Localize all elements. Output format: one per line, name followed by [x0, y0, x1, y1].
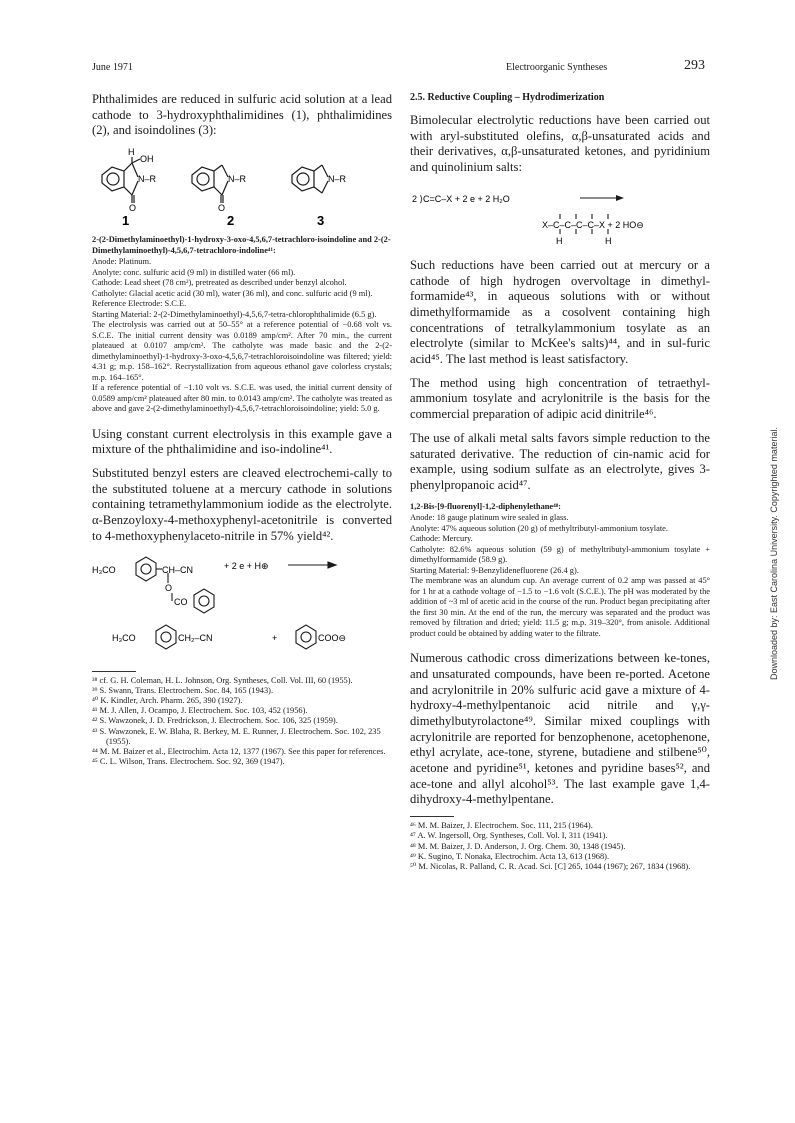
footnote-44: ⁴⁴ M. M. Baizer et al., Electrochim. Acta 12, 1377 (1967). See this paper for references.: [92, 746, 386, 756]
scheme-product-h3co: H₃CO: [112, 632, 136, 643]
example-1-cathode: Cathode: Lead sheet (78 cm²), pretreated as described under benzyl alcohol.: [92, 278, 347, 288]
struct1-h: H: [128, 147, 135, 158]
struct-label-1: 1: [122, 213, 130, 228]
footnote-rule-left: [92, 671, 136, 672]
example-2-cathode: Cathode: Mercury.: [410, 534, 473, 544]
footnotes-right: [410, 821, 710, 872]
example-2-anolyte: Anolyte: 47% aqueous solution (20 g) of methyltributyl-ammonium tosylate.: [410, 523, 668, 533]
right-column: [410, 92, 710, 872]
paragraph-2: Using constant current electrolysis in this example gave a mixture of the phthalimidine and iso-indoline⁴¹.: [92, 426, 392, 457]
example-1-procedure-2: If a reference potential of −1.10 volt vs. S.C.E. was used, the initial current density of 0.0589 amp/cm² plateaued after 80 min. to 0.0143 amp/cm². The catholyte was treated as above and gave 2-(2-dimethylaminoethyl)-4,5,6,7-tetrachloroisoindoline; yield: 5.0 g.: [92, 383, 392, 414]
example-1-anode: Anode: Platinum.: [92, 257, 152, 267]
footnote-50: ⁵⁰ M. Nicolas, R. Palland, C. R. Acad. Sci. [C] 265, 1044 (1967); 267, 1834 (1968).: [410, 862, 691, 871]
equation-h-right: H: [605, 235, 612, 246]
example-1-title: 2-(2-Dimethylaminoethyl)-1-hydroxy-3-oxo-4,5,6,7-tetrachloro-isoindoline and 2-(2-Dimethylaminoethyl)-4,5,6,7-tetrachloro-indoline⁴¹:: [92, 235, 391, 255]
left-column: [92, 92, 392, 767]
struct1-nr: N–R: [138, 174, 157, 185]
struct1-oh: OH: [140, 154, 154, 165]
equation-products: X–C–C–C–C–X + 2 HO⊖: [542, 219, 644, 230]
right-paragraph-4: The use of alkali metal salts favors simple reduction to the saturated derivative. The reduction of cin-namic acid for example, using sodium sulfate as an electrolyte, gives 3-phenylpropanoic acid⁴⁷.: [410, 430, 710, 492]
right-paragraph-1: Bimolecular electrolytic reductions have been carried out with aryl-substituted olefins, α,β-unsaturated acids and their derivatives, α,β-unsaturated ketones, and pyridinium and quinolinium salts:: [410, 113, 710, 175]
example-1-procedure-1: The electrolysis was carried out at 50–55° at a reference potential of −0.68 volt vs. S.C.E. The initial current density was 0.0189 amp/cm². After 70 min., the current plateaued at 0.0107 amp/cm². The catholyte was made basic and the 2-(2-dimethylaminoethyl)-1-hydroxy-3-oxo-4,5,6,7-tetrachloroisoindoline was filtered; yield: 4.31 g; m.p. 158–162°. Recrystallization from aqueous ethanol gave colorless crystals; m.p. 164–165°.: [92, 320, 392, 382]
example-2-title: 1,2-Bis-[9-fluorenyl]-1,2-diphenylethane⁴⁸:: [410, 501, 561, 511]
footnote-40: ⁴⁰ K. Kindler, Arch. Pharm. 265, 390 (1927).: [92, 695, 243, 705]
example-2-starting: Starting Material: 9-Benzylidenefluorene (26.4 g).: [410, 565, 579, 575]
running-header-title: Electroorganic Syntheses: [506, 62, 608, 73]
hydrodimerization-equation: [410, 184, 710, 250]
running-header-date: June 1971: [92, 62, 133, 73]
benzyl-ester-scheme: [92, 553, 392, 663]
example-2-procedure: The membrane was an alundum cup. An average current of 0.2 amp was passed at 45° for 1 hr at a cathode voltage of −1.5 to −1.6 volt (S.C.E.). The pH was moderated by the addition of ~3 ml of acetic acid in the course of the run. Product began precipitating after the first 30 min. At the end of the run, the mercury was separated and the product was removed by filtration and dried; yield: 11.5 g; m.p. 319–320°, from anisole. Additional product could be obtained by adding water to the filtrate.: [410, 576, 710, 638]
phthalimide-structures-figure: [92, 147, 392, 227]
download-watermark: [769, 360, 783, 680]
scheme-product-coo: COO⊖: [318, 632, 347, 643]
footnote-39: ³⁹ S. Swann, Trans. Electrochem. Soc. 84, 165 (1943).: [92, 685, 274, 695]
right-paragraph-5: Numerous cathodic cross dimerizations between ke-tones, and unsaturated compounds, have been re-ported. Acetone and acrylonitrile in 20% sulfuric acid gave a mixture of 4-hydroxy-4-methylpentanoic acid nitrile and γ,γ-dimethylbutyrolactone⁴⁹. Similar mixed couplings with acrylonitrile are reported for benzophenone, acetophenone, ethyl acrylate, ace-tone, styrene, butadiene and stilbene⁵⁰, acetone and pyridine⁵¹, ketones and pyridine bases⁵², and ace-tone and allyl alcohol⁵³. The last example gave 1,4-dihydroxy-4-methylpentane.: [410, 651, 710, 807]
footnote-41: ⁴¹ M. J. Allen, J. Ocampo, J. Electrochem. Soc. 103, 452 (1956).: [92, 706, 308, 716]
right-paragraph-3: The method using high concentration of tetraethyl-ammonium tosylate and acrylonitrile is the basis for the commercial preparation of adipic acid dinitrile⁴⁶.: [410, 375, 710, 422]
page-number: 293: [684, 58, 705, 73]
scheme-product-ch2cn: CH₂–CN: [178, 632, 213, 643]
struct3-nr: N–R: [328, 174, 347, 185]
example-1-anolyte: Anolyte: conc. sulfuric acid (9 ml) in distilled water (66 ml).: [92, 267, 296, 277]
footnote-45: ⁴⁵ C. L. Wilson, Trans. Electrochem. Soc. 92, 369 (1947).: [92, 757, 285, 767]
example-2-catholyte: Catholyte: 82.6% aqueous solution (59 g) of methyltributyl-ammonium tosylate + dimethylformamide (58.9 g).: [410, 544, 710, 565]
scheme-ch-cn: CH–CN: [162, 564, 194, 575]
paragraph-3: Substituted benzyl esters are cleaved electrochemi-cally to the substituted toluene at a mercury cathode in solutions containing tetramethylammonium iodide as the electrolyte. α-Benzoyloxy-4-methoxyphenyl-acetonitrile is converted to 4-methoxyphenylaceto-nitrile in 57% yield⁴².: [92, 466, 392, 543]
right-paragraph-2: Such reductions have been carried out at mercury or a cathode of high hydrogen overvoltage in dimethyl-formamide⁴³, in aqueous solutions with or without dimethylformamide as a cosolvent containing high concentrations of tetralkylammonium tosylate as an electrolyte (similar to McKee's salts)⁴⁴, and in sul-furic acid⁴⁵. The last method is least satisfactory.: [410, 257, 710, 367]
footnote-rule-right: [410, 816, 454, 817]
footnote-38: ³⁸ cf. G. H. Coleman, H. L. Johnson, Org. Syntheses, Coll. Vol. III, 60 (1955).: [92, 675, 353, 685]
example-1-block: [92, 235, 392, 415]
example-1-reference: Reference Electrode: S.C.E.: [92, 299, 187, 309]
struct-label-2: 2: [227, 213, 235, 228]
example-1-starting: Starting Material: 2-(2-Dimethylaminoethyl)-4,5,6,7-tetra-chlorophthalimide (6.5 g).: [92, 309, 377, 319]
scheme-h3co: H₃CO: [92, 564, 116, 575]
example-2-block: [410, 502, 710, 640]
struct1-o: O: [129, 203, 137, 214]
struct-label-3: 3: [317, 213, 325, 228]
download-watermark-text: Downloaded by: East Carolina University. Copyrighted material.: [769, 427, 779, 680]
equation-reactants: 2 ⟩C=C–X + 2 e + 2 H₂O: [412, 193, 510, 204]
footnotes-left: [92, 676, 392, 768]
scheme-o: O: [165, 582, 173, 593]
footnote-46: ⁴⁶ M. M. Baizer, J. Electrochem. Soc. 111, 215 (1964).: [410, 821, 593, 831]
example-2-anode: Anode: 18 gauge platinum wire sealed in glass.: [410, 513, 569, 523]
scheme-co: CO: [174, 596, 188, 607]
footnote-48: ⁴⁸ M. M. Baizer, J. D. Anderson, J. Org. Chem. 30, 1348 (1945).: [410, 841, 626, 851]
struct2-o: O: [218, 203, 226, 214]
intro-paragraph: Phthalimides are reduced in sulfuric acid solution at a lead cathode to 3-hydroxyphthalimidines (1), phthalimidines (2), and isoindolines (3):: [92, 92, 392, 138]
section-heading: 2.5. Reductive Coupling – Hydrodimerization: [410, 92, 605, 103]
equation-h-left: H: [556, 235, 563, 246]
footnote-47: ⁴⁷ A. W. Ingersoll, Org. Syntheses, Coll. Vol. I, 311 (1941).: [410, 831, 608, 841]
footnote-49: ⁴⁹ K. Sugino, T. Nonaka, Electrochim. Acta 13, 613 (1968).: [410, 851, 610, 861]
struct2-nr: N–R: [228, 174, 247, 185]
scheme-plus-2e-h: + 2 e + H⊕: [224, 560, 269, 571]
footnote-42: ⁴² S. Wawzonek, J. D. Fredrickson, J. Electrochem. Soc. 106, 325 (1959).: [92, 716, 338, 726]
example-1-catholyte: Catholyte: Glacial acetic acid (30 ml), water (36 ml), and conc. sulfuric acid (9 ml).: [92, 288, 373, 298]
scheme-product-plus: +: [272, 632, 278, 643]
footnote-43: ⁴³ S. Wawzonek, E. W. Blaha, R. Berkey, M. E. Runner, J. Electrochem. Soc. 102, 235 (1955).: [92, 726, 381, 746]
